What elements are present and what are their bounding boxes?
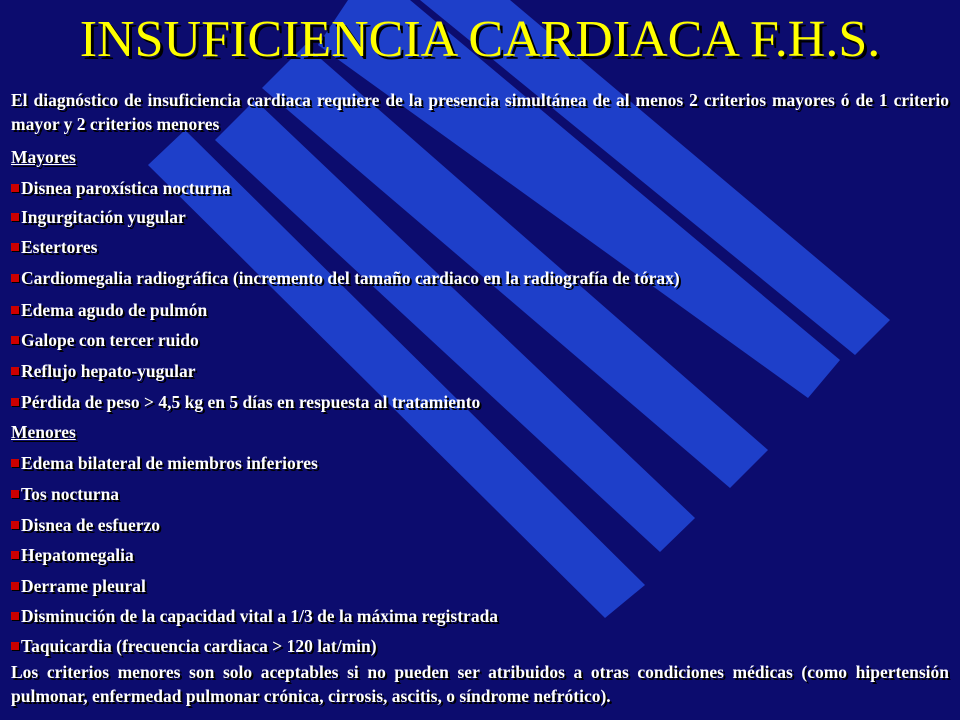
square-bullet-icon: [11, 642, 19, 650]
list-item-text: Reflujo hepato-yugular: [21, 361, 196, 381]
list-item: [11, 604, 498, 628]
square-bullet-icon: [11, 398, 19, 406]
mayores-heading: Mayores: [11, 147, 76, 167]
list-item-text: Disnea de esfuerzo: [21, 515, 161, 535]
list-item-text: Cardiomegalia radiográfica (incremento del tamaño cardiaco en la radiografía de tórax): [21, 268, 680, 288]
square-bullet-icon: [11, 459, 19, 467]
list-item: [11, 205, 186, 229]
list-item-text: Disminución de la capacidad vital a 1/3 de la máxima registrada: [21, 606, 499, 626]
list-item: [11, 482, 119, 506]
square-bullet-icon: [11, 243, 19, 251]
square-bullet-icon: [11, 213, 19, 221]
square-bullet-icon: [11, 490, 19, 498]
list-item-text: Pérdida de peso > 4,5 kg en 5 días en respuesta al tratamiento: [21, 392, 481, 412]
list-item: [11, 266, 680, 290]
list-item: [11, 390, 480, 414]
list-item: [11, 513, 160, 537]
list-item: [11, 574, 146, 598]
list-item-text: Estertores: [21, 237, 98, 257]
list-item-text: Edema bilateral de miembros inferiores: [21, 453, 318, 473]
list-item-text: Hepatomegalia: [21, 545, 134, 565]
square-bullet-icon: [11, 551, 19, 559]
list-item-text: Taquicardia (frecuencia cardiaca > 120 lat/min): [21, 636, 377, 656]
slide-title: INSUFICIENCIA CARDIACA F.H.S.: [79, 11, 881, 68]
list-item-text: Edema agudo de pulmón: [21, 300, 208, 320]
list-item-text: Tos nocturna: [21, 484, 120, 504]
list-item: [11, 634, 377, 658]
square-bullet-icon: [11, 336, 19, 344]
square-bullet-icon: [11, 582, 19, 590]
square-bullet-icon: [11, 521, 19, 529]
list-item-text: Disnea paroxística nocturna: [21, 178, 231, 198]
square-bullet-icon: [11, 367, 19, 375]
list-item-text: Ingurgitación yugular: [21, 207, 186, 227]
outro-paragraph: Los criterios menores son solo aceptables si no pueden ser atribuidos a otras condiciones médicas (como hipertensión pulmonar, enfermedad pulmonar crónica, cirrosis, ascitis, o síndrome nefrótico).: [11, 662, 949, 706]
square-bullet-icon: [11, 612, 19, 620]
list-item: [11, 451, 318, 475]
list-item: [11, 176, 231, 200]
list-item: [11, 543, 134, 567]
list-item: [11, 359, 196, 383]
list-item: [11, 328, 199, 352]
square-bullet-icon: [11, 184, 19, 192]
list-item-text: Galope con tercer ruido: [21, 330, 199, 350]
list-item-text: Derrame pleural: [21, 576, 146, 596]
list-item: [11, 235, 97, 259]
list-item: [11, 298, 207, 322]
square-bullet-icon: [11, 274, 19, 282]
menores-heading: Menores: [11, 422, 76, 442]
square-bullet-icon: [11, 306, 19, 314]
intro-paragraph: El diagnóstico de insuficiencia cardiaca requiere de la presencia simultánea de al menos 2 criterios mayores ó de 1 criterio mayor y 2 criterios menores: [11, 90, 949, 134]
